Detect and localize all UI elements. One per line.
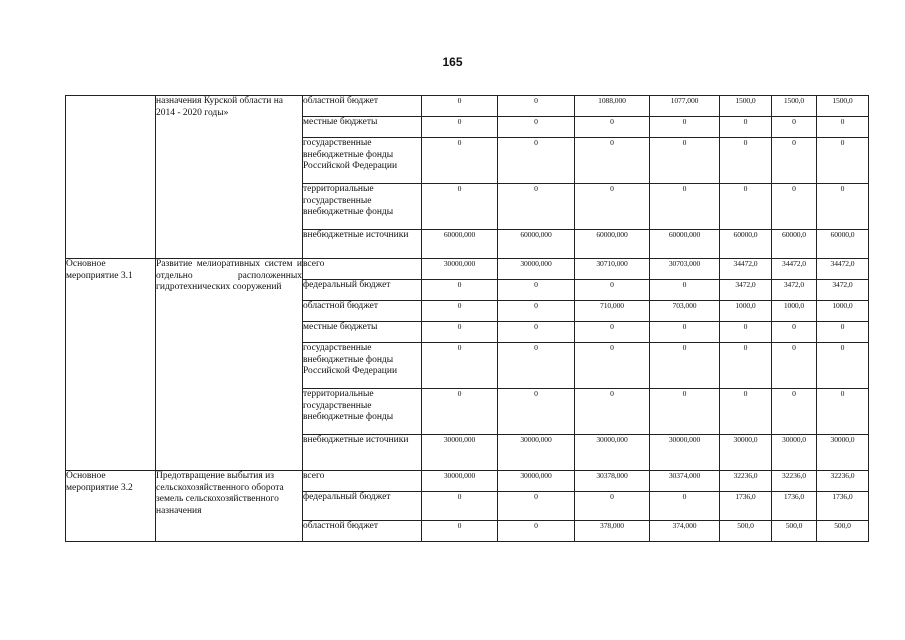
value-cell: 0 bbox=[720, 343, 772, 389]
value-cell: 500,0 bbox=[772, 521, 817, 542]
value-cell: 0 bbox=[720, 117, 772, 138]
value-cell: 1736,0 bbox=[720, 492, 772, 521]
value-cell: 32236,0 bbox=[817, 471, 869, 492]
value-cell: 0 bbox=[720, 184, 772, 230]
value-cell: 30000,000 bbox=[422, 471, 498, 492]
event-cell: Основное мероприятие 3.2 bbox=[66, 471, 156, 542]
value-cell: 0 bbox=[422, 184, 498, 230]
budget-table-body bbox=[66, 96, 869, 542]
program-name-cell: Предотвращение выбытия из сельскохозяйственного оборота земель сельскохозяйственного назначения bbox=[156, 471, 303, 542]
table-row bbox=[66, 259, 869, 280]
value-cell: 3472,0 bbox=[772, 280, 817, 301]
value-cell: 0 bbox=[422, 492, 498, 521]
value-cell: 1500,0 bbox=[772, 96, 817, 117]
value-cell: 0 bbox=[498, 184, 575, 230]
value-cell: 30000,000 bbox=[650, 435, 720, 471]
funding-source-cell: государственные внебюджетные фонды Российской Федерации bbox=[303, 138, 422, 184]
value-cell: 30000,000 bbox=[575, 435, 650, 471]
value-cell: 60000,0 bbox=[720, 230, 772, 259]
value-cell: 0 bbox=[422, 96, 498, 117]
value-cell: 0 bbox=[575, 280, 650, 301]
program-name-cell: Развитие мелиоративных систем и отдельно расположенных гидротехнических сооружений bbox=[156, 259, 303, 471]
value-cell: 0 bbox=[817, 389, 869, 435]
value-cell: 30000,000 bbox=[422, 435, 498, 471]
value-cell: 30378,000 bbox=[575, 471, 650, 492]
value-cell: 1500,0 bbox=[817, 96, 869, 117]
value-cell: 0 bbox=[772, 184, 817, 230]
value-cell: 0 bbox=[422, 280, 498, 301]
value-cell: 34472,0 bbox=[772, 259, 817, 280]
value-cell: 0 bbox=[575, 322, 650, 343]
value-cell: 710,000 bbox=[575, 301, 650, 322]
value-cell: 60000,0 bbox=[817, 230, 869, 259]
value-cell: 0 bbox=[650, 184, 720, 230]
value-cell: 0 bbox=[498, 96, 575, 117]
value-cell: 0 bbox=[422, 301, 498, 322]
event-cell bbox=[66, 96, 156, 259]
value-cell: 0 bbox=[650, 117, 720, 138]
value-cell: 0 bbox=[720, 138, 772, 184]
value-cell: 0 bbox=[720, 389, 772, 435]
value-cell: 0 bbox=[817, 343, 869, 389]
value-cell: 1500,0 bbox=[720, 96, 772, 117]
program-name-cell: назначения Курской области на 2014 - 2020 годы» bbox=[156, 96, 303, 259]
value-cell: 30000,0 bbox=[772, 435, 817, 471]
value-cell: 0 bbox=[498, 521, 575, 542]
value-cell: 0 bbox=[817, 138, 869, 184]
value-cell: 0 bbox=[575, 389, 650, 435]
value-cell: 0 bbox=[650, 492, 720, 521]
value-cell: 0 bbox=[772, 138, 817, 184]
value-cell: 0 bbox=[422, 117, 498, 138]
funding-source-cell: областной бюджет bbox=[303, 301, 422, 322]
value-cell: 3472,0 bbox=[817, 280, 869, 301]
value-cell: 1736,0 bbox=[772, 492, 817, 521]
value-cell: 0 bbox=[817, 322, 869, 343]
value-cell: 500,0 bbox=[720, 521, 772, 542]
funding-source-cell: всего bbox=[303, 259, 422, 280]
funding-source-cell: территориальные государственные внебюджетные фонды bbox=[303, 389, 422, 435]
funding-source-cell: федеральный бюджет bbox=[303, 492, 422, 521]
value-cell: 1088,000 bbox=[575, 96, 650, 117]
value-cell: 0 bbox=[498, 343, 575, 389]
value-cell: 0 bbox=[498, 138, 575, 184]
value-cell: 0 bbox=[575, 117, 650, 138]
value-cell: 1000,0 bbox=[772, 301, 817, 322]
funding-source-cell: внебюджетные источники bbox=[303, 435, 422, 471]
value-cell: 0 bbox=[772, 117, 817, 138]
value-cell: 0 bbox=[772, 389, 817, 435]
value-cell: 34472,0 bbox=[817, 259, 869, 280]
value-cell: 0 bbox=[422, 521, 498, 542]
value-cell: 60000,000 bbox=[575, 230, 650, 259]
funding-source-cell: областной бюджет bbox=[303, 96, 422, 117]
value-cell: 32236,0 bbox=[772, 471, 817, 492]
value-cell: 0 bbox=[650, 389, 720, 435]
funding-source-cell: федеральный бюджет bbox=[303, 280, 422, 301]
value-cell: 0 bbox=[650, 138, 720, 184]
value-cell: 0 bbox=[422, 389, 498, 435]
value-cell: 30000,0 bbox=[817, 435, 869, 471]
value-cell: 0 bbox=[650, 322, 720, 343]
value-cell: 30374,000 bbox=[650, 471, 720, 492]
value-cell: 0 bbox=[422, 322, 498, 343]
value-cell: 0 bbox=[498, 492, 575, 521]
value-cell: 1000,0 bbox=[817, 301, 869, 322]
value-cell: 0 bbox=[575, 343, 650, 389]
value-cell: 60000,000 bbox=[422, 230, 498, 259]
value-cell: 378,000 bbox=[575, 521, 650, 542]
value-cell: 30000,0 bbox=[720, 435, 772, 471]
value-cell: 60000,000 bbox=[498, 230, 575, 259]
value-cell: 0 bbox=[498, 322, 575, 343]
value-cell: 1000,0 bbox=[720, 301, 772, 322]
funding-source-cell: внебюджетные источники bbox=[303, 230, 422, 259]
value-cell: 0 bbox=[575, 184, 650, 230]
value-cell: 60000,000 bbox=[650, 230, 720, 259]
table-row bbox=[66, 96, 869, 117]
value-cell: 0 bbox=[498, 301, 575, 322]
value-cell: 0 bbox=[498, 389, 575, 435]
value-cell: 0 bbox=[772, 322, 817, 343]
value-cell: 30000,000 bbox=[498, 259, 575, 280]
value-cell: 0 bbox=[498, 117, 575, 138]
funding-source-cell: местные бюджеты bbox=[303, 117, 422, 138]
value-cell: 30710,000 bbox=[575, 259, 650, 280]
value-cell: 374,000 bbox=[650, 521, 720, 542]
funding-source-cell: территориальные государственные внебюджетные фонды bbox=[303, 184, 422, 230]
value-cell: 0 bbox=[650, 280, 720, 301]
value-cell: 30000,000 bbox=[422, 259, 498, 280]
value-cell: 703,000 bbox=[650, 301, 720, 322]
funding-source-cell: государственные внебюджетные фонды Российской Федерации bbox=[303, 343, 422, 389]
funding-source-cell: местные бюджеты bbox=[303, 322, 422, 343]
value-cell: 30000,000 bbox=[498, 435, 575, 471]
value-cell: 0 bbox=[817, 184, 869, 230]
value-cell: 0 bbox=[720, 322, 772, 343]
value-cell: 34472,0 bbox=[720, 259, 772, 280]
funding-source-cell: всего bbox=[303, 471, 422, 492]
value-cell: 30000,000 bbox=[498, 471, 575, 492]
value-cell: 0 bbox=[817, 117, 869, 138]
value-cell: 0 bbox=[650, 343, 720, 389]
value-cell: 0 bbox=[422, 138, 498, 184]
value-cell: 0 bbox=[575, 492, 650, 521]
value-cell: 32236,0 bbox=[720, 471, 772, 492]
funding-source-cell: областной бюджет bbox=[303, 521, 422, 542]
value-cell: 0 bbox=[772, 343, 817, 389]
page-number: 165 bbox=[442, 55, 463, 69]
value-cell: 30703,000 bbox=[650, 259, 720, 280]
value-cell: 3472,0 bbox=[720, 280, 772, 301]
event-cell: Основное мероприятие 3.1 bbox=[66, 259, 156, 471]
value-cell: 0 bbox=[575, 138, 650, 184]
value-cell: 500,0 bbox=[817, 521, 869, 542]
value-cell: 1077,000 bbox=[650, 96, 720, 117]
value-cell: 1736,0 bbox=[817, 492, 869, 521]
value-cell: 0 bbox=[422, 343, 498, 389]
budget-table bbox=[65, 95, 869, 542]
table-row bbox=[66, 471, 869, 492]
value-cell: 0 bbox=[498, 280, 575, 301]
value-cell: 60000,0 bbox=[772, 230, 817, 259]
